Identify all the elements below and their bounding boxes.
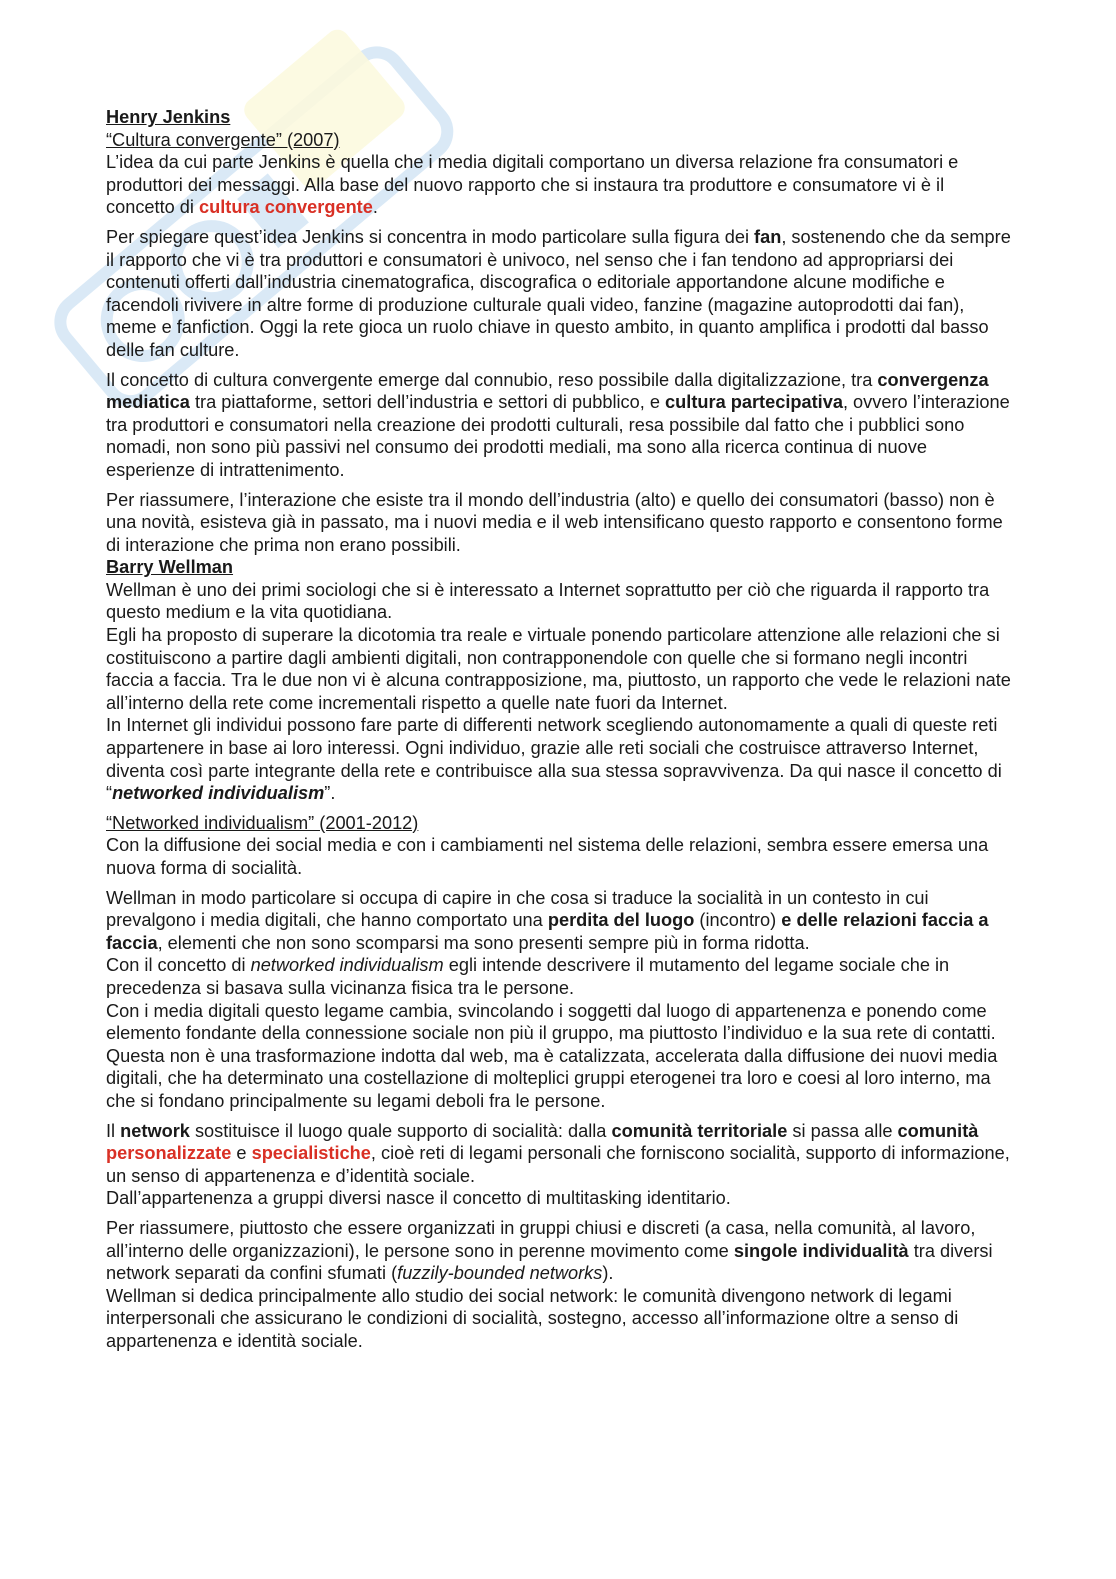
wellman-paragraph-11: Per riassumere, piuttosto che essere organizzati in gruppi chiusi e discreti (a casa, nella comunità, al lavoro, all’interno delle organizzazioni), le persone sono in perenne movimento come singole individualità tra diversi network separati da confini sfumati (fuzzily-bounded networks). xyxy=(106,1217,993,1284)
wellman-paragraph-7: Con i media digitali questo legame cambia, svincolando i soggetti dal luogo di appartenenza e ponendo come elemento fondante della connessione sociale non più il gruppo, ma piuttosto l’individuo e la sua rete di contatti. xyxy=(106,1000,996,1044)
jenkins-paragraph-4: Per riassumere, l’interazione che esiste tra il mondo dell’industria (alto) e quello dei consumatori (basso) non è una novità, esisteva già in passato, ma i nuovi media e il web intensificano questo rapporto e consentono forme di interazione che prima non erano possibili. xyxy=(106,489,1003,555)
wellman-paragraph-6: Con il concetto di networked individualism egli intende descrivere il mutamento del legame sociale che in precedenza si basava sulla vicinanza fisica tra le persone. xyxy=(106,955,950,998)
wellman-paragraph-5: Wellman in modo particolare si occupa di capire in che cosa si traduce la socialità in un contesto in cui prevalgono i media digitali, che hanno comportato una perdita del luogo (incontro) e delle relazioni faccia a faccia, elementi che non sono scomparsi ma sono presenti sempre più in forma ridotta. xyxy=(106,887,989,953)
wellman-paragraph-1: Wellman è uno dei primi sociologi che si è interessato a Internet soprattutto per ciò che riguarda il rapporto tra questo medium e la vita quotidiana. xyxy=(106,579,990,623)
highlight-specialistiche: specialistiche xyxy=(251,1143,371,1164)
wellman-paragraph-4: Con la diffusione dei social media e con i cambiamenti nel sistema delle relazioni, sembra essere emersa una nuova forma di socialità. xyxy=(106,835,989,878)
jenkins-paragraph-3: Il concetto di cultura convergente emerge dal connubio, reso possibile dalla digitalizzazione, tra convergenza mediatica tra piattaforme, settori dell’industria e settori di pubblico, e cultura partecipativa, ovvero l’interazione tra produttori e consumatori nella creazione dei prodotti culturali, resa possibile dal fatto che i pubblici sono nomadi, non sono più passivi nel consumo dei prodotti mediali, ma sono alla ricerca continua di nuove esperienze di intrattenimento. xyxy=(106,369,1010,480)
wellman-paragraph-12: Wellman si dedica principalmente allo studio dei social network: le comunità divengono network di legami interpersonali che assicurano le condizioni di socialità, sostegno, accesso all’informazione oltre a senso di appartenenza e identità sociale. xyxy=(106,1285,959,1351)
jenkins-work-title: “Cultura convergente” (2007) xyxy=(106,129,340,150)
wellman-author: Barry Wellman xyxy=(106,557,234,578)
wellman-paragraph-10: Dall’appartenenza a gruppi diversi nasce il concetto di multitasking identitario. xyxy=(106,1188,731,1209)
wellman-work-title: “Networked individualism” (2001-2012) xyxy=(106,812,419,833)
wellman-paragraph-3: In Internet gli individui possono fare parte di differenti network scegliendo autonomamente a quali di queste reti appartenere in base ai loro interessi. Ogni individuo, grazie alle reti sociali che costruisce attraverso Internet, diventa così parte integrante della rete e contribuisce alla sua stessa sopravvivenza. Da qui nasce il concetto di “networked individualism”. xyxy=(106,715,1002,804)
document-body xyxy=(106,106,1014,1352)
highlight-personalizzate: personalizzate xyxy=(106,1143,232,1164)
jenkins-paragraph-2: Per spiegare quest’idea Jenkins si concentra in modo particolare sulla figura dei fan, sostenendo che da sempre il rapporto che vi è tra produttori e consumatori è univoco, nel senso che i fan tendono ad appropriarsi dei contenuti offerti dall’industria cinematografica, discografica o editoriale apportandone alcune modifiche e facendoli rivivere in altre forme di produzione culturale quali video, fanzine (magazine autoprodotti dai fan), meme e fanfiction. Oggi la rete gioca un ruolo chiave in questo ambito, in quanto amplifica i prodotti dal basso delle fan culture. xyxy=(106,226,1011,360)
jenkins-author: Henry Jenkins xyxy=(106,107,231,127)
jenkins-paragraph-1: L’idea da cui parte Jenkins è quella che i media digitali comportano un diversa relazione fra consumatori e produttori dei messaggi. Alla base del nuovo rapporto che si instaura tra produttore e consumatore vi è il concetto di cultura convergente. xyxy=(106,152,959,218)
highlight-cultura-convergente: cultura convergente xyxy=(199,197,373,218)
wellman-paragraph-8: Questa non è una trasformazione indotta dal web, ma è catalizzata, accelerata dalla diffusione dei nuovi media digitali, che ha determinato una costellazione di molteplici gruppi eterogenei tra loro e coesi al loro interno, ma che si fondano principalmente su legami deboli fra le persone. xyxy=(106,1045,998,1111)
wellman-paragraph-9: Il network sostituisce il luogo quale supporto di socialità: dalla comunità territoriale si passa alle comunità personalizzate e specialistiche, cioè reti di legami personali che forniscono socialità, supporto di informazione, un senso di appartenenza e d’identità sociale. xyxy=(106,1120,1010,1186)
wellman-paragraph-2: Egli ha proposto di superare la dicotomia tra reale e virtuale ponendo particolare attenzione alle relazioni che si costituiscono a partire dagli ambienti digitali, non contrapponendole con quelle che si formano negli incontri faccia a faccia. Tra le due non vi è alcuna contrapposizione, ma, piuttosto, un rapporto che vede le relazioni nate all’interno della rete come incrementali rispetto a quelle nate fuori da Internet. xyxy=(106,625,1011,713)
